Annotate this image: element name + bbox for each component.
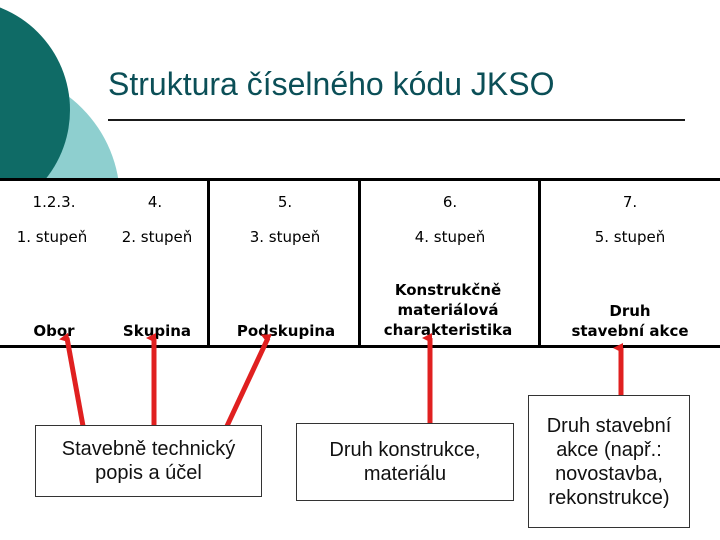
code-cell: 5.	[277, 193, 293, 211]
title-underline	[108, 119, 685, 121]
level-cell: 1. stupeň	[16, 228, 88, 246]
name-cell: Druh stavební akce	[571, 302, 689, 340]
table-column-divider	[207, 178, 210, 348]
callout-construction-action	[528, 395, 690, 528]
code-cell: 4.	[147, 193, 163, 211]
callout-technical-description	[35, 425, 262, 497]
level-cell: 3. stupeň	[249, 228, 321, 246]
code-cell: 1.2.3.	[32, 193, 76, 211]
name-cell: Skupina	[122, 322, 192, 340]
name-cell: Podskupina	[236, 322, 336, 340]
name-cell: Obor	[33, 322, 75, 340]
slide-title: Struktura číselného kódu JKSO	[108, 66, 555, 102]
code-cell: 7.	[622, 193, 638, 211]
table-column-divider	[358, 178, 361, 348]
table-column-divider	[538, 178, 541, 348]
callout-text: Stavebně technický popis a účel	[61, 438, 236, 484]
callout-text: Druh stavební akce (např.: novostavba, rekonstrukce)	[546, 414, 672, 509]
name-cell: Konstrukčně materiálová charakteristika	[383, 281, 513, 339]
callout-text: Druh konstrukce, materiálu	[329, 439, 481, 485]
code-cell: 6.	[442, 193, 458, 211]
callout-construction-type	[296, 423, 514, 501]
level-cell: 5. stupeň	[594, 228, 666, 246]
level-cell: 4. stupeň	[414, 228, 486, 246]
level-cell: 2. stupeň	[121, 228, 193, 246]
